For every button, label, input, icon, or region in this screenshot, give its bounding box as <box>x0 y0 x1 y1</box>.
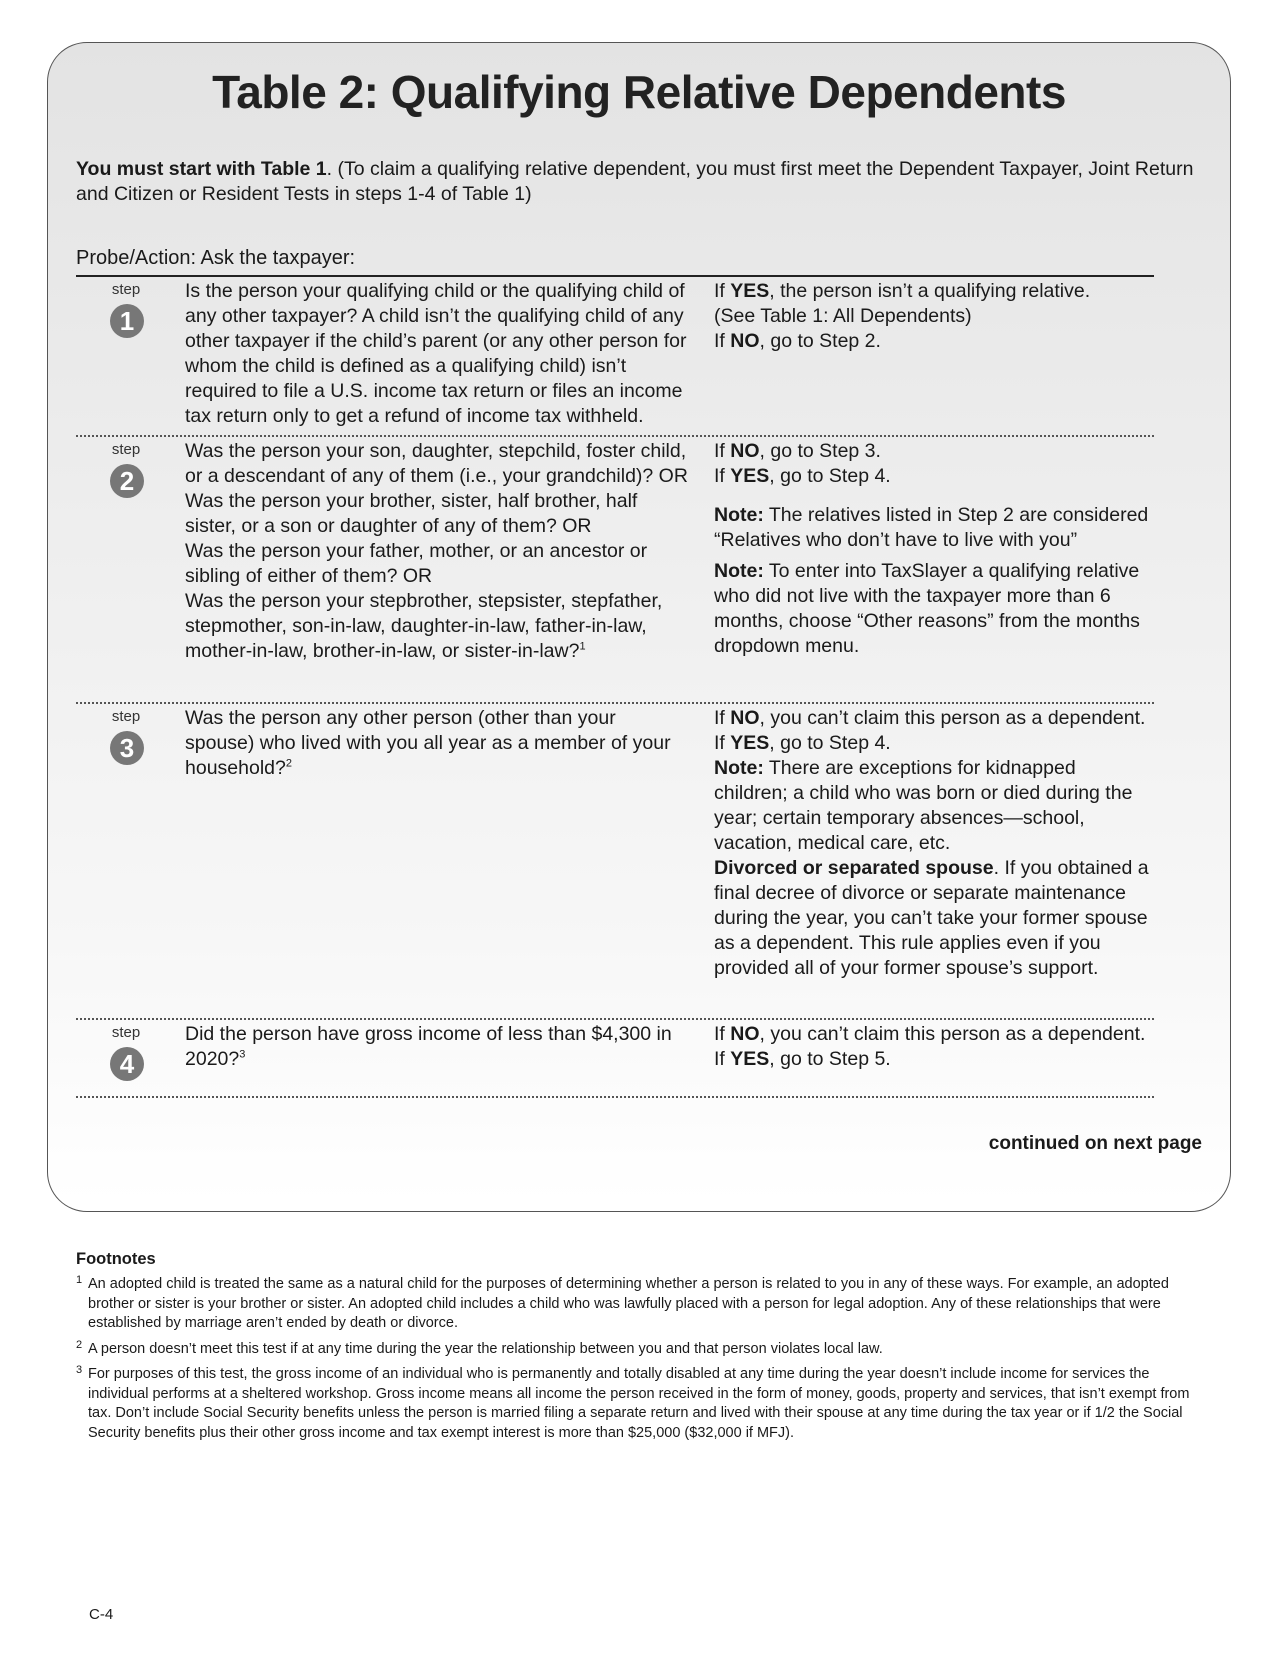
note-text: Note: To enter into TaxSlayer a qualifying relative who did not live with the taxpayer more than 6 months, choose “Other reasons” from the months dropdown menu. <box>714 560 1140 657</box>
footnote-number: 1 <box>76 1274 83 1286</box>
step-row-1 <box>76 277 1154 437</box>
footnote-1 <box>76 1275 1206 1334</box>
answer-line: If YES, go to Step 4. <box>714 732 891 754</box>
intro-text <box>76 157 1216 207</box>
step-row-2 <box>76 437 1154 704</box>
answer-line: If NO, go to Step 3. <box>714 440 881 462</box>
step-answer <box>714 439 1154 659</box>
footnotes-heading: Footnotes <box>76 1250 156 1268</box>
divorced-text: Divorced or separated spouse. If you obtained a final decree of divorce or separate maintenance during the year, you can’t take your former spouse as a dependent. This rule applies even if you provided all of your former spouse’s support. <box>714 857 1149 979</box>
answer-line: If YES, go to Step 5. <box>714 1048 891 1070</box>
step-question <box>185 439 690 664</box>
question-text: Was the person any other person (other than your spouse) who lived with you all year as a member of your household?$^2$ <box>185 707 671 779</box>
step-number-badge: 3 <box>110 731 144 765</box>
answer-line: If YES, go to Step 4. <box>714 465 891 487</box>
step-label: step <box>111 1024 141 1041</box>
step-number-badge: 1 <box>110 304 144 338</box>
step-answer <box>714 279 1154 354</box>
intro-bold: You must start with Table 1 <box>76 158 327 180</box>
step-number-badge: 2 <box>110 464 144 498</box>
footnote-2 <box>76 1340 1206 1360</box>
answer-line: If NO, go to Step 2. <box>714 330 881 352</box>
table-panel <box>47 42 1231 1212</box>
answer-line: If NO, you can’t claim this person as a dependent. <box>714 1023 1146 1045</box>
intro-rest: . (To claim a qualifying relative dependent, you must first meet the Dependent Taxpayer, Joint Return and Citizen or Resident Tests in steps 1-4 of Table 1) <box>76 158 1194 205</box>
footnote-text: For purposes of this test, the gross income of an individual who is permanently and totally disabled at any time during the year doesn’t include income for services the individual performs at a sheltered workshop. Gross income means all income the person received in the form of money, goods, property and services, that isn’t exempt from tax. Don’t include Social Security benefits unless the person is married filing a separate return and lived with their spouse at any time during the tax year or if 1/2 the Social Security benefits plus their other gross income and tax exempt interest is more than $25,000 ($32,000 if MFJ). <box>88 1366 1190 1441</box>
step-row-3 <box>76 704 1154 1020</box>
answer-line: (See Table 1: All Dependents) <box>714 305 972 327</box>
step-label: step <box>111 708 141 725</box>
page-title: Table 2: Qualifying Relative Dependents <box>212 66 1066 118</box>
footnote-number: 3 <box>76 1364 83 1376</box>
footnote-text: An adopted child is treated the same as a natural child for the purposes of determining whether a person is related to you in any of these ways. For example, an adopted brother or sister is your brother or sister. An adopted child includes a child who was lawfully placed with a person for legal adoption. Any of these relationships that were established by marriage aren’t ended by death or divorce. <box>88 1276 1169 1331</box>
note-text: Note: The relatives listed in Step 2 are considered “Relatives who don’t have to live with you” <box>714 504 1149 551</box>
question-text: Was the person your father, mother, or an ancestor or sibling of either of them? OR <box>185 540 648 587</box>
step-label: step <box>111 441 141 458</box>
note-text: Note: There are exceptions for kidnapped children; a child who was born or died during the year; certain temporary absences—school, vacation, medical care, etc. <box>714 757 1133 854</box>
probe-label: Probe/Action: Ask the taxpayer: <box>76 247 356 269</box>
answer-line: If NO, you can’t claim this person as a dependent. <box>714 707 1146 729</box>
question-text: Did the person have gross income of less than $4,300 in 2020?$^3$ <box>185 1023 672 1070</box>
footnote-3 <box>76 1365 1206 1443</box>
question-text: Was the person your stepbrother, stepsister, stepfather, stepmother, son-in-law, daughter-in-law, father-in-law, mother-in-law, brother-in-law, or sister-in-law?$^1$ <box>185 590 663 662</box>
footnote-text: A person doesn’t meet this test if at any time during the year the relationship between you and that person violates local law. <box>88 1341 883 1357</box>
step-number-badge: 4 <box>110 1047 144 1081</box>
step-question <box>185 706 690 781</box>
step-answer <box>714 706 1154 981</box>
footnote-number: 2 <box>76 1339 83 1351</box>
question-text: Was the person your brother, sister, half brother, half sister, or a son or daughter of any of them? OR <box>185 490 638 537</box>
question-text: Is the person your qualifying child or the qualifying child of any other taxpayer? A child isn’t the qualifying child of any other taxpayer if the child’s parent (or any other person for whom the child is defined as a qualifying child) isn’t required to file a U.S. income tax return or files an income tax return only to get a refund of income tax withheld. <box>185 280 687 427</box>
step-answer <box>714 1022 1154 1072</box>
step-label: step <box>111 281 141 298</box>
step-row-4 <box>76 1020 1154 1098</box>
continued-note: continued on next page <box>988 1133 1202 1154</box>
question-text: Was the person your son, daughter, stepchild, foster child, or a descendant of any of them (i.e., your grandchild)? OR <box>185 440 688 487</box>
page-number: C-4 <box>89 1606 114 1623</box>
answer-line: If YES, the person isn’t a qualifying relative. <box>714 280 1091 302</box>
step-question <box>185 1022 690 1072</box>
step-question <box>185 279 690 429</box>
